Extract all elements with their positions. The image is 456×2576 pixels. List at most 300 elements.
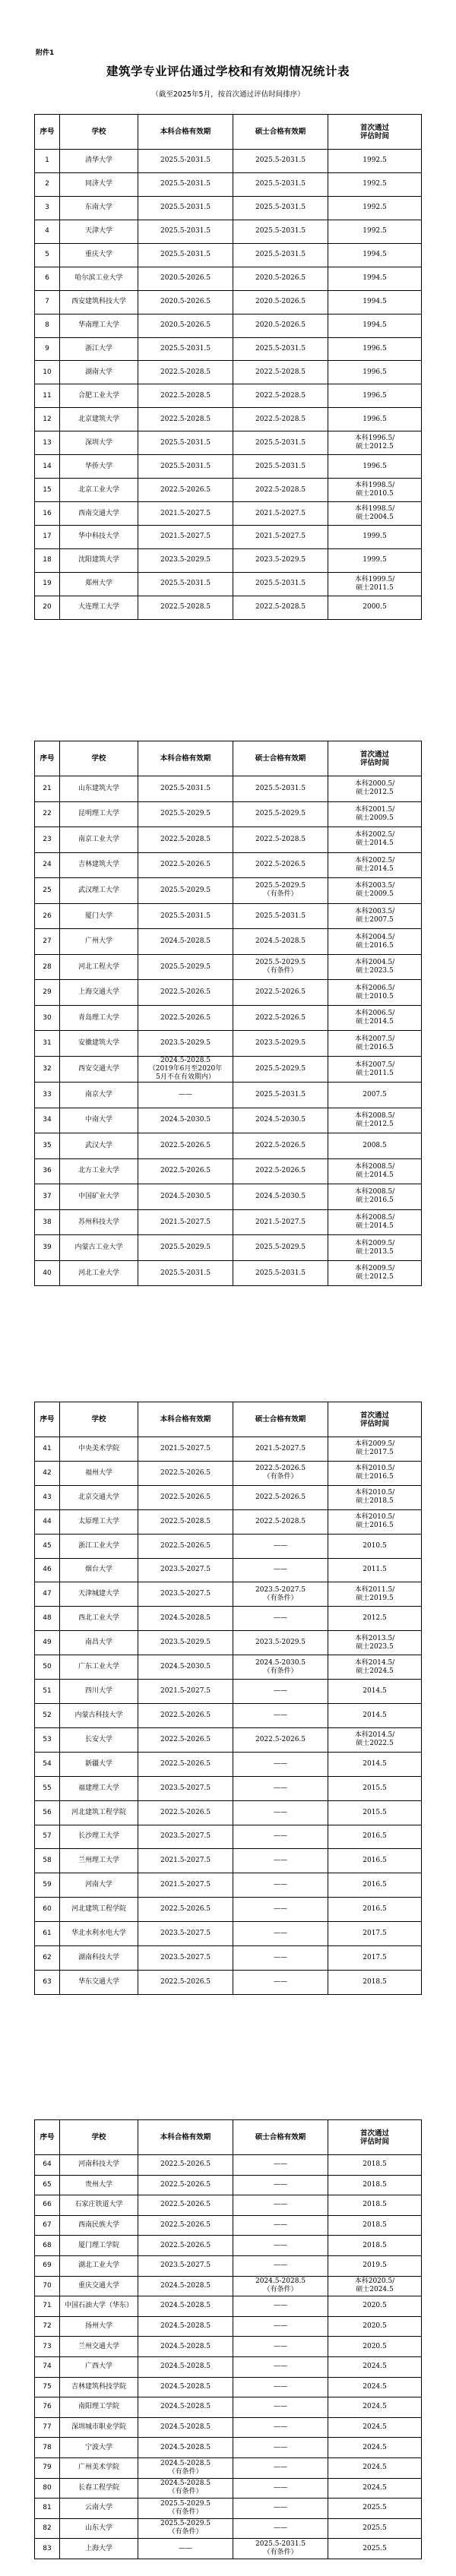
bachelor-validity: 2025.5-2031.5 bbox=[138, 572, 233, 596]
bachelor-validity: 2022.5-2028.5 bbox=[138, 384, 233, 408]
first-pass-date: 2016.5 bbox=[328, 1898, 422, 1922]
master-validity: —— bbox=[233, 1752, 328, 1776]
master-validity: 2025.5-2029.5 bbox=[233, 801, 328, 827]
first-pass-date: 本科2020.5/ 硕士2024.5 bbox=[328, 2276, 422, 2296]
bachelor-validity: 2025.5-2031.5 bbox=[138, 776, 233, 802]
master-validity: —— bbox=[233, 2518, 328, 2539]
master-validity: —— bbox=[233, 2499, 328, 2519]
bachelor-validity: 2024.5-2030.5 bbox=[138, 1655, 233, 1680]
row-number: 50 bbox=[35, 1655, 60, 1680]
row-number: 46 bbox=[35, 1558, 60, 1582]
school-name: 武汉理工大学 bbox=[60, 878, 138, 904]
bachelor-validity: 2024.5-2028.5 bbox=[138, 1607, 233, 1631]
table-row bbox=[35, 2195, 422, 2216]
row-number: 20 bbox=[35, 596, 60, 619]
master-validity: —— bbox=[233, 2478, 328, 2499]
first-pass-date: 1999.5 bbox=[328, 548, 422, 572]
master-validity: 2022.5-2028.5 bbox=[233, 596, 328, 619]
master-validity: 2025.5-2031.5 bbox=[233, 903, 328, 929]
master-validity: 2025.5-2029.5 （有条件） bbox=[233, 878, 328, 904]
table-row bbox=[35, 827, 422, 853]
master-validity: —— bbox=[233, 1776, 328, 1800]
bachelor-validity: 2024.5-2028.5 （2019年6月至2020年 5月不在有效期内） bbox=[138, 1057, 233, 1083]
master-validity: 2022.5-2028.5 bbox=[233, 361, 328, 384]
row-number: 47 bbox=[35, 1582, 60, 1607]
table-row bbox=[35, 852, 422, 878]
bachelor-validity: 2022.5-2026.5 bbox=[138, 1005, 233, 1031]
bachelor-validity: 2022.5-2026.5 bbox=[138, 2155, 233, 2176]
master-validity: 2025.5-2031.5 bbox=[233, 196, 328, 220]
first-pass-date: 2000.5 bbox=[328, 596, 422, 619]
row-number: 29 bbox=[35, 980, 60, 1006]
row-number: 79 bbox=[35, 2457, 60, 2478]
row-number: 18 bbox=[35, 548, 60, 572]
bachelor-validity: 2024.5-2028.5 bbox=[138, 2296, 233, 2317]
master-validity: 2021.5-2027.5 bbox=[233, 1437, 328, 1462]
school-name: 福建理工大学 bbox=[60, 1776, 138, 1800]
first-pass-date: 2019.5 bbox=[328, 2255, 422, 2276]
bachelor-validity: 2023.5-2029.5 bbox=[138, 1031, 233, 1057]
row-number: 6 bbox=[35, 267, 60, 290]
header-number: 序号 bbox=[35, 115, 60, 150]
row-number: 33 bbox=[35, 1083, 60, 1108]
bachelor-validity: 2025.5-2031.5 bbox=[138, 196, 233, 220]
bachelor-validity: 2024.5-2028.5 （有条件） bbox=[138, 2478, 233, 2499]
school-name: 中央美术学院 bbox=[60, 1437, 138, 1462]
row-number: 23 bbox=[35, 827, 60, 853]
master-validity: —— bbox=[233, 2195, 328, 2216]
row-number: 61 bbox=[35, 1922, 60, 1946]
master-validity: —— bbox=[233, 1825, 328, 1849]
table-row bbox=[35, 878, 422, 904]
table-row bbox=[35, 572, 422, 596]
table-row bbox=[35, 801, 422, 827]
bachelor-validity: 2022.5-2026.5 bbox=[138, 980, 233, 1006]
table-row bbox=[35, 384, 422, 408]
bachelor-validity: 2022.5-2026.5 bbox=[138, 1461, 233, 1485]
master-validity: —— bbox=[233, 2397, 328, 2418]
first-pass-date: 2024.5 bbox=[328, 2356, 422, 2377]
bachelor-validity: 2025.5-2031.5 bbox=[138, 220, 233, 243]
bachelor-validity: 2022.5-2026.5 bbox=[138, 2236, 233, 2256]
school-name: 长安大学 bbox=[60, 1727, 138, 1752]
school-name: 华南理工大学 bbox=[60, 314, 138, 337]
bachelor-validity: 2022.5-2026.5 bbox=[138, 1970, 233, 1994]
table-row bbox=[35, 2478, 422, 2499]
table-row bbox=[35, 1235, 422, 1261]
table-row bbox=[35, 903, 422, 929]
master-validity: 2023.5-2029.5 bbox=[233, 1631, 328, 1655]
school-name: 厦门大学 bbox=[60, 903, 138, 929]
first-pass-date: 本科2006.5/ 硕士2010.5 bbox=[328, 980, 422, 1006]
school-name: 西安建筑科技大学 bbox=[60, 290, 138, 314]
first-pass-date: 2016.5 bbox=[328, 1825, 422, 1849]
table-row bbox=[35, 196, 422, 220]
master-validity: —— bbox=[233, 1849, 328, 1873]
bachelor-validity: 2024.5-2028.5 （有条件） bbox=[138, 2457, 233, 2478]
table-header-row bbox=[35, 115, 422, 150]
bachelor-validity: 2022.5-2028.5 bbox=[138, 1509, 233, 1534]
table-row bbox=[35, 290, 422, 314]
school-name: 安徽建筑大学 bbox=[60, 1031, 138, 1057]
table-row bbox=[35, 479, 422, 502]
bachelor-validity: 2025.5-2029.5 bbox=[138, 1235, 233, 1261]
row-number: 14 bbox=[35, 455, 60, 479]
bachelor-validity: 2023.5-2027.5 bbox=[138, 1582, 233, 1607]
bachelor-validity: 2025.5-2031.5 bbox=[138, 150, 233, 173]
row-number: 38 bbox=[35, 1209, 60, 1235]
first-pass-date: 2024.5 bbox=[328, 2417, 422, 2438]
school-name: 河南大学 bbox=[60, 1873, 138, 1898]
school-name: 北京建筑大学 bbox=[60, 408, 138, 431]
validity-table bbox=[34, 114, 422, 620]
table-row bbox=[35, 1946, 422, 1971]
document-title: 建筑学专业评估通过学校和有效期情况统计表 bbox=[106, 64, 350, 78]
school-name: 内蒙古科技大学 bbox=[60, 1703, 138, 1727]
table-row bbox=[35, 2377, 422, 2397]
table-row bbox=[35, 2276, 422, 2296]
master-validity: 2020.5-2026.5 bbox=[233, 290, 328, 314]
table-row bbox=[35, 2155, 422, 2176]
master-validity: 2024.5-2028.5 bbox=[233, 929, 328, 955]
first-pass-date: 2018.5 bbox=[328, 2175, 422, 2195]
first-pass-date: 本科2006.5/ 硕士2014.5 bbox=[328, 1005, 422, 1031]
row-number: 10 bbox=[35, 361, 60, 384]
row-number: 1 bbox=[35, 150, 60, 173]
bachelor-validity: 2025.5-2031.5 bbox=[138, 455, 233, 479]
row-number: 80 bbox=[35, 2478, 60, 2499]
header-master-validity: 硕士合格有效期 bbox=[233, 115, 328, 150]
master-validity: 2025.5-2031.5 bbox=[233, 150, 328, 173]
master-validity: 2022.5-2026.5 bbox=[233, 852, 328, 878]
first-pass-date: 1996.5 bbox=[328, 361, 422, 384]
first-pass-date: 2018.5 bbox=[328, 1970, 422, 1994]
school-name: 浙江大学 bbox=[60, 337, 138, 361]
master-validity: 2023.5-2027.5 （有条件） bbox=[233, 1582, 328, 1607]
table-row bbox=[35, 2438, 422, 2458]
table-row bbox=[35, 1158, 422, 1184]
table-row bbox=[35, 2457, 422, 2478]
table-row bbox=[35, 1260, 422, 1286]
table-row bbox=[35, 1509, 422, 1534]
table-header-row bbox=[35, 1402, 422, 1437]
table-row bbox=[35, 2499, 422, 2519]
row-number: 72 bbox=[35, 2316, 60, 2337]
table-row bbox=[35, 172, 422, 196]
master-validity: 2024.5-2030.5 bbox=[233, 1184, 328, 1210]
master-validity: 2023.5-2029.5 bbox=[233, 548, 328, 572]
table-row bbox=[35, 1873, 422, 1898]
first-pass-date: 本科2010.5/ 硕士2016.5 bbox=[328, 1509, 422, 1534]
master-validity: 2025.5-2029.5 bbox=[233, 1235, 328, 1261]
table-row bbox=[35, 1031, 422, 1057]
row-number: 13 bbox=[35, 431, 60, 455]
school-name: 广西大学 bbox=[60, 2356, 138, 2377]
first-pass-date: 本科1999.5/ 硕士2011.5 bbox=[328, 572, 422, 596]
row-number: 49 bbox=[35, 1631, 60, 1655]
table-row bbox=[35, 980, 422, 1006]
first-pass-date: 2020.5 bbox=[328, 2337, 422, 2357]
table-row bbox=[35, 1655, 422, 1680]
first-pass-date: 本科2009.5/ 硕士2012.5 bbox=[328, 1260, 422, 1286]
school-name: 湖南科技大学 bbox=[60, 1946, 138, 1971]
validity-table bbox=[34, 1402, 422, 1995]
first-pass-date: 2015.5 bbox=[328, 1800, 422, 1825]
table-row bbox=[35, 1727, 422, 1752]
master-validity: 2025.5-2031.5 bbox=[233, 337, 328, 361]
first-pass-date: 1994.5 bbox=[328, 243, 422, 267]
first-pass-date: 2016.5 bbox=[328, 1849, 422, 1873]
first-pass-date: 2020.5 bbox=[328, 2296, 422, 2317]
master-validity: —— bbox=[233, 1703, 328, 1727]
school-name: 深圳城市职业学院 bbox=[60, 2417, 138, 2438]
row-number: 36 bbox=[35, 1158, 60, 1184]
bachelor-validity: 2023.5-2027.5 bbox=[138, 1776, 233, 1800]
school-name: 南京工业大学 bbox=[60, 827, 138, 853]
first-pass-date: 本科2004.5/ 硕士2016.5 bbox=[328, 929, 422, 955]
school-name: 西北工业大学 bbox=[60, 1607, 138, 1631]
master-validity: —— bbox=[233, 2457, 328, 2478]
table-row bbox=[35, 526, 422, 549]
table-row bbox=[35, 1005, 422, 1031]
master-validity: —— bbox=[233, 1558, 328, 1582]
bachelor-validity: 2025.5-2031.5 bbox=[138, 337, 233, 361]
school-name: 兰州理工大学 bbox=[60, 1849, 138, 1873]
master-validity: —— bbox=[233, 1607, 328, 1631]
master-validity: 2025.5-2031.5 bbox=[233, 172, 328, 196]
bachelor-validity: 2024.5-2030.5 bbox=[138, 1108, 233, 1133]
master-validity: —— bbox=[233, 1970, 328, 1994]
school-name: 厦门理工学院 bbox=[60, 2236, 138, 2256]
bachelor-validity: 2023.5-2029.5 bbox=[138, 548, 233, 572]
bachelor-validity: 2025.5-2029.5 （有条件） bbox=[138, 2518, 233, 2539]
first-pass-date: 1996.5 bbox=[328, 337, 422, 361]
master-validity: 2022.5-2028.5 bbox=[233, 1509, 328, 1534]
table-row bbox=[35, 1752, 422, 1776]
first-pass-date: 本科2010.5/ 硕士2016.5 bbox=[328, 1461, 422, 1485]
school-name: 新疆大学 bbox=[60, 1752, 138, 1776]
school-name: 华中科技大学 bbox=[60, 526, 138, 549]
row-number: 58 bbox=[35, 1849, 60, 1873]
bachelor-validity: 2023.5-2027.5 bbox=[138, 2255, 233, 2276]
first-pass-date: 本科1998.5/ 硕士2004.5 bbox=[328, 502, 422, 526]
table-row bbox=[35, 220, 422, 243]
school-name: 长沙理工大学 bbox=[60, 1825, 138, 1849]
row-number: 22 bbox=[35, 801, 60, 827]
school-name: 西南交通大学 bbox=[60, 502, 138, 526]
first-pass-date: 本科2008.5/ 硕士2014.5 bbox=[328, 1158, 422, 1184]
table-row bbox=[35, 548, 422, 572]
row-number: 56 bbox=[35, 1800, 60, 1825]
first-pass-date: 2014.5 bbox=[328, 1752, 422, 1776]
row-number: 63 bbox=[35, 1970, 60, 1994]
table-row bbox=[35, 2175, 422, 2195]
school-name: 清华大学 bbox=[60, 150, 138, 173]
master-validity: 2020.5-2026.5 bbox=[233, 267, 328, 290]
row-number: 57 bbox=[35, 1825, 60, 1849]
first-pass-date: 2018.5 bbox=[328, 2236, 422, 2256]
row-number: 26 bbox=[35, 903, 60, 929]
first-pass-date: 2025.5 bbox=[328, 2518, 422, 2539]
row-number: 74 bbox=[35, 2356, 60, 2377]
school-name: 宁波大学 bbox=[60, 2438, 138, 2458]
row-number: 19 bbox=[35, 572, 60, 596]
school-name: 上海大学 bbox=[60, 2539, 138, 2559]
master-validity: 2022.5-2026.5 bbox=[233, 1727, 328, 1752]
table-row bbox=[35, 1108, 422, 1133]
school-name: 河南科技大学 bbox=[60, 2155, 138, 2176]
row-number: 39 bbox=[35, 1235, 60, 1261]
row-number: 40 bbox=[35, 1260, 60, 1286]
bachelor-validity: 2024.5-2028.5 bbox=[138, 2337, 233, 2357]
master-validity: —— bbox=[233, 2215, 328, 2236]
first-pass-date: 本科2000.5/ 硕士2012.5 bbox=[328, 776, 422, 802]
row-number: 76 bbox=[35, 2397, 60, 2418]
bachelor-validity: —— bbox=[138, 2539, 233, 2559]
row-number: 67 bbox=[35, 2215, 60, 2236]
school-name: 天津城建大学 bbox=[60, 1582, 138, 1607]
school-name: 华北水利水电大学 bbox=[60, 1922, 138, 1946]
master-validity: —— bbox=[233, 2296, 328, 2317]
header-bachelor-validity: 本科合格有效期 bbox=[138, 741, 233, 776]
bachelor-validity: 2022.5-2026.5 bbox=[138, 1898, 233, 1922]
table-row bbox=[35, 2236, 422, 2256]
first-pass-date: 2017.5 bbox=[328, 1946, 422, 1971]
first-pass-date: 2017.5 bbox=[328, 1922, 422, 1946]
bachelor-validity: 2022.5-2026.5 bbox=[138, 852, 233, 878]
first-pass-date: 2015.5 bbox=[328, 1776, 422, 1800]
first-pass-date: 本科2014.5/ 硕士2024.5 bbox=[328, 1655, 422, 1680]
school-name: 重庆交通大学 bbox=[60, 2276, 138, 2296]
school-name: 贵州大学 bbox=[60, 2175, 138, 2195]
header-bachelor-validity: 本科合格有效期 bbox=[138, 1402, 233, 1437]
document-subtitle: （截至2025年5月，按首次通过评估时间排序） bbox=[151, 90, 305, 99]
table-row bbox=[35, 1184, 422, 1210]
table-row bbox=[35, 1582, 422, 1607]
school-name: 青岛理工大学 bbox=[60, 1005, 138, 1031]
row-number: 8 bbox=[35, 314, 60, 337]
bachelor-validity: 2023.5-2027.5 bbox=[138, 1946, 233, 1971]
bachelor-validity: 2021.5-2027.5 bbox=[138, 1680, 233, 1704]
bachelor-validity: 2022.5-2026.5 bbox=[138, 1158, 233, 1184]
master-validity: 2022.5-2026.5 bbox=[233, 1005, 328, 1031]
bachelor-validity: 2020.5-2026.5 bbox=[138, 267, 233, 290]
row-number: 53 bbox=[35, 1727, 60, 1752]
row-number: 48 bbox=[35, 1607, 60, 1631]
school-name: 山东建筑大学 bbox=[60, 776, 138, 802]
bachelor-validity: 2025.5-2031.5 bbox=[138, 243, 233, 267]
master-validity: 2025.5-2031.5 bbox=[233, 455, 328, 479]
bachelor-validity: 2023.5-2029.5 bbox=[138, 1631, 233, 1655]
bachelor-validity: 2022.5-2026.5 bbox=[138, 1727, 233, 1752]
school-name: 大连理工大学 bbox=[60, 596, 138, 619]
school-name: 南京大学 bbox=[60, 1083, 138, 1108]
header-bachelor-validity: 本科合格有效期 bbox=[138, 115, 233, 150]
table-row bbox=[35, 337, 422, 361]
row-number: 81 bbox=[35, 2499, 60, 2519]
master-validity: 2022.5-2028.5 bbox=[233, 384, 328, 408]
table-row bbox=[35, 2337, 422, 2357]
row-number: 15 bbox=[35, 479, 60, 502]
row-number: 9 bbox=[35, 337, 60, 361]
master-validity: 2025.5-2031.5 bbox=[233, 220, 328, 243]
school-name: 昆明理工大学 bbox=[60, 801, 138, 827]
first-pass-date: 2025.5 bbox=[328, 2499, 422, 2519]
school-name: 内蒙古工业大学 bbox=[60, 1235, 138, 1261]
bachelor-validity: 2022.5-2028.5 bbox=[138, 361, 233, 384]
master-validity: 2025.5-2031.5 bbox=[233, 776, 328, 802]
table-row bbox=[35, 1133, 422, 1159]
table-row bbox=[35, 1437, 422, 1462]
school-name: 华侨大学 bbox=[60, 455, 138, 479]
master-validity: 2025.5-2031.5 bbox=[233, 572, 328, 596]
table-header-row bbox=[35, 741, 422, 776]
master-validity: —— bbox=[233, 1946, 328, 1971]
master-validity: 2025.5-2029.5 （有条件） bbox=[233, 954, 328, 980]
bachelor-validity: 2024.5-2028.5 bbox=[138, 2276, 233, 2296]
bachelor-validity: 2025.5-2031.5 bbox=[138, 431, 233, 455]
master-validity: —— bbox=[233, 1800, 328, 1825]
first-pass-date: 2018.5 bbox=[328, 2215, 422, 2236]
school-name: 河北建筑工程学院 bbox=[60, 1800, 138, 1825]
master-validity: 2021.5-2027.5 bbox=[233, 526, 328, 549]
row-number: 65 bbox=[35, 2175, 60, 2195]
row-number: 54 bbox=[35, 1752, 60, 1776]
first-pass-date: 本科1998.5/ 硕士2010.5 bbox=[328, 479, 422, 502]
school-name: 广州美术学院 bbox=[60, 2457, 138, 2478]
bachelor-validity: 2020.5-2026.5 bbox=[138, 314, 233, 337]
row-number: 32 bbox=[35, 1057, 60, 1083]
row-number: 82 bbox=[35, 2518, 60, 2539]
master-validity: 2022.5-2026.5 bbox=[233, 1485, 328, 1509]
row-number: 78 bbox=[35, 2438, 60, 2458]
first-pass-date: 1996.5 bbox=[328, 408, 422, 431]
first-pass-date: 1992.5 bbox=[328, 196, 422, 220]
school-name: 华东交通大学 bbox=[60, 1970, 138, 1994]
school-name: 扬州大学 bbox=[60, 2316, 138, 2337]
master-validity: —— bbox=[233, 1680, 328, 1704]
row-number: 11 bbox=[35, 384, 60, 408]
first-pass-date: 2014.5 bbox=[328, 1680, 422, 1704]
row-number: 55 bbox=[35, 1776, 60, 1800]
master-validity: 2022.5-2028.5 bbox=[233, 479, 328, 502]
school-name: 广东工业大学 bbox=[60, 1655, 138, 1680]
header-first-pass: 首次通过 评估时间 bbox=[328, 115, 422, 150]
first-pass-date: 2014.5 bbox=[328, 1703, 422, 1727]
bachelor-validity: 2021.5-2027.5 bbox=[138, 502, 233, 526]
master-validity: —— bbox=[233, 2337, 328, 2357]
row-number: 68 bbox=[35, 2236, 60, 2256]
table-row bbox=[35, 776, 422, 802]
school-name: 湖北工业大学 bbox=[60, 2255, 138, 2276]
row-number: 21 bbox=[35, 776, 60, 802]
row-number: 3 bbox=[35, 196, 60, 220]
row-number: 31 bbox=[35, 1031, 60, 1057]
row-number: 25 bbox=[35, 878, 60, 904]
row-number: 7 bbox=[35, 290, 60, 314]
row-number: 27 bbox=[35, 929, 60, 955]
master-validity: 2022.5-2026.5 bbox=[233, 980, 328, 1006]
master-validity: 2025.5-2029.5 bbox=[233, 1057, 328, 1083]
school-name: 吉林建筑大学 bbox=[60, 852, 138, 878]
table-row bbox=[35, 1485, 422, 1509]
table-row bbox=[35, 2255, 422, 2276]
master-validity: 2023.5-2029.5 bbox=[233, 1031, 328, 1057]
school-name: 北京工业大学 bbox=[60, 479, 138, 502]
first-pass-date: 2020.5 bbox=[328, 2316, 422, 2337]
school-name: 天津大学 bbox=[60, 220, 138, 243]
row-number: 60 bbox=[35, 1898, 60, 1922]
